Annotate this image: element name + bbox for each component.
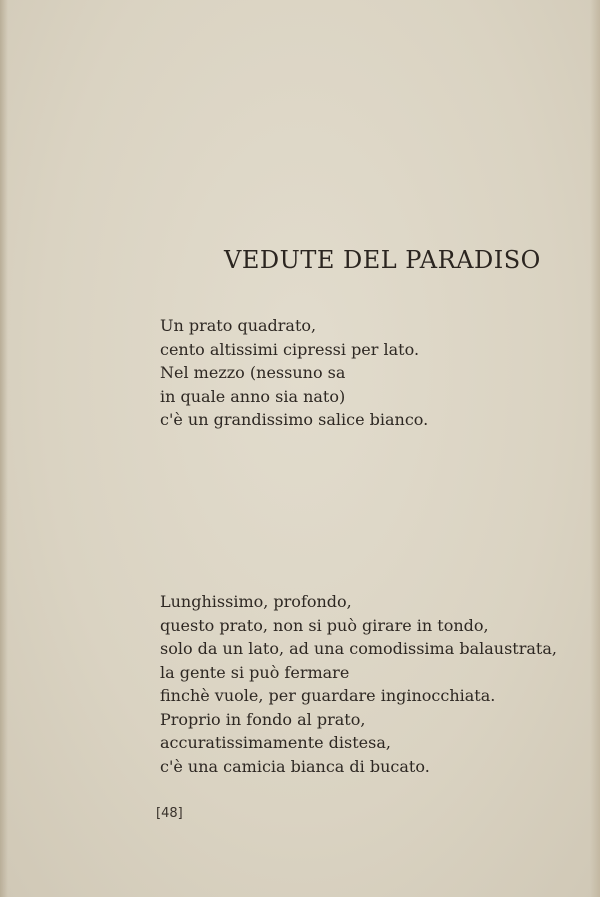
verse-line: c'è una camicia bianca di bucato. [160, 756, 430, 776]
poem-title: VEDUTE DEL PARADISO [224, 246, 541, 274]
verse-line: Nel mezzo (nessuno sa [160, 363, 346, 382]
verse-line: la gente si può fermare [160, 662, 350, 682]
page-edge-left [0, 0, 8, 897]
verse-line: in quale anno sia nato) [160, 386, 346, 406]
verse-line: c'è un grandissimo salice bianco. [160, 410, 429, 429]
page-edge-right [590, 0, 600, 897]
verse-line: accuratissimamente distesa, [160, 733, 391, 752]
verse-line: Proprio in fondo al prato, [160, 709, 366, 729]
stanza-1 [160, 314, 428, 432]
verse-line: Lunghissimo, profondo, [160, 592, 352, 611]
verse-line: finchè vuole, per guardare inginocchiata. [160, 686, 496, 705]
verse-line: cento altissimi cipressi per lato. [160, 339, 420, 359]
stanza-2 [160, 590, 557, 778]
verse-line: questo prato, non si può girare in tondo, [160, 615, 489, 635]
verse-line: Un prato quadrato, [160, 316, 317, 335]
page-number: [48] [156, 806, 183, 821]
verse-line: solo da un lato, ad una comodissima balaustrata, [160, 639, 557, 658]
